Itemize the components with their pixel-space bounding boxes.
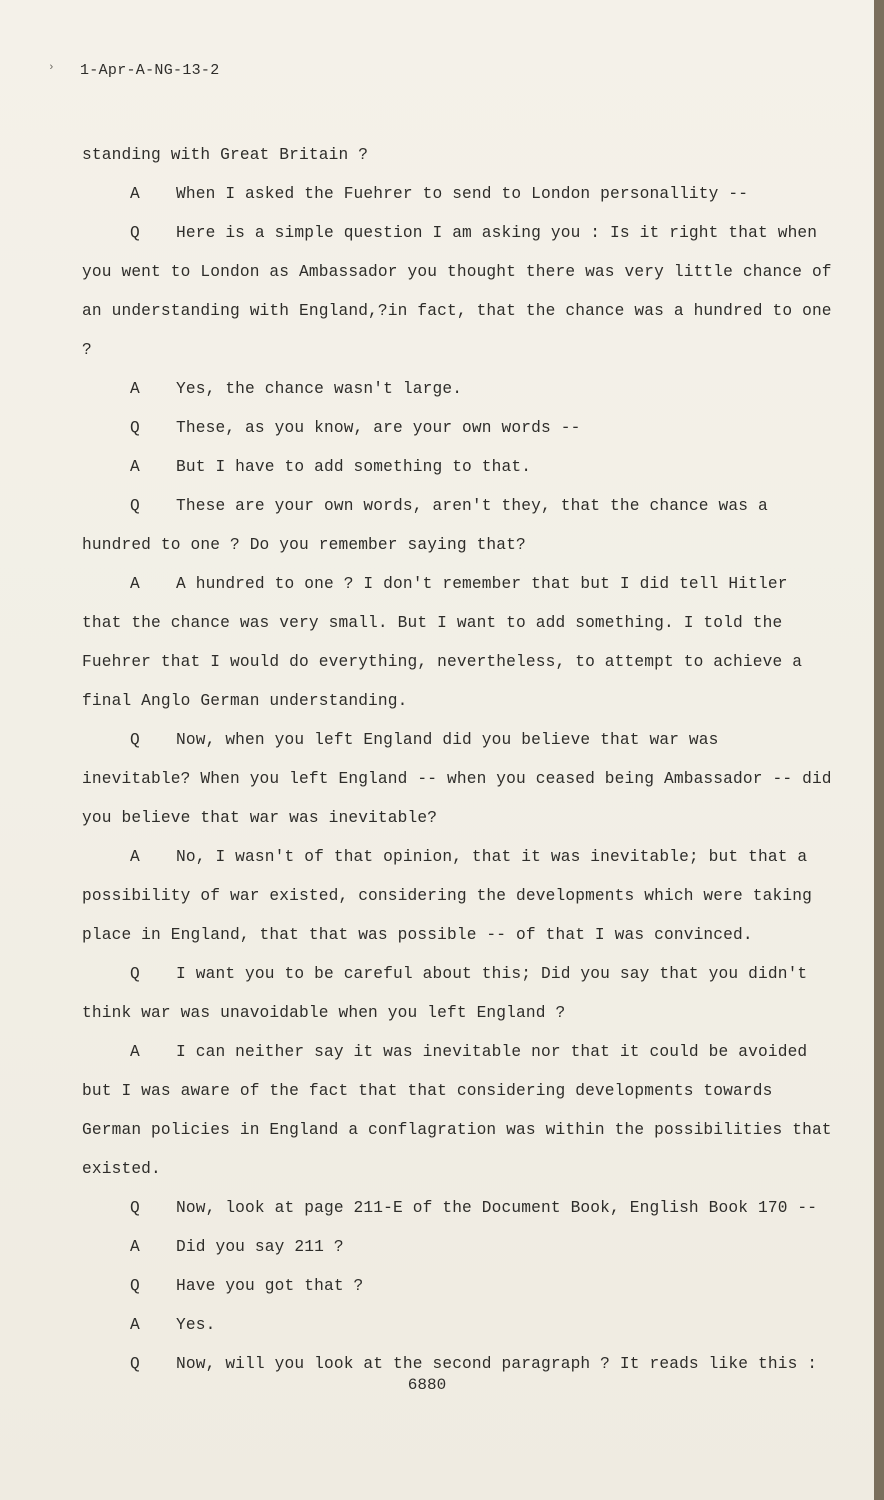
speaker-label: Q [130,224,140,242]
transcript-paragraph: A Did you say 211 ? [82,1228,832,1267]
page-edge [874,0,884,1500]
speaker-label: Q [130,1355,140,1373]
transcript-paragraph: A I can neither say it was inevitable nor that it could be avoided but I was aware of the fact that that considering developments towards German policies in England a conflagration was within the possibilities that existed. [82,1033,832,1189]
transcript-paragraph: Q Have you got that ? [82,1267,832,1306]
transcript-paragraph: A When I asked the Fuehrer to send to London personallity -- [82,175,832,214]
speaker-label: Q [130,497,140,515]
speaker-label: Q [130,419,140,437]
transcript-paragraph: Q Now, look at page 211-E of the Document Book, English Book 170 -- [82,1189,832,1228]
speaker-label: Q [130,731,140,749]
speaker-label: A [130,185,140,203]
page-number: 6880 [407,1376,447,1394]
margin-mark: › [48,62,55,74]
speaker-label: Q [130,1199,140,1217]
transcript-paragraph: Q Now, when you left England did you believe that war was inevitable? When you left England -- when you ceased being Ambassador -- did you believe that war was inevitable? [82,721,832,838]
speaker-label: A [130,1043,140,1061]
transcript-paragraph: standing with Great Britain ? [82,146,369,164]
speaker-label: A [130,848,140,866]
transcript-paragraph: A Yes. [82,1306,832,1345]
transcript-paragraph: Q Now, will you look at the second paragraph ? It reads like this : [82,1345,832,1384]
speaker-label: Q [130,1277,140,1295]
transcript-paragraph: A A hundred to one ? I don't remember that but I did tell Hitler that the chance was very small. But I want to add something. I told the Fuehrer that I would do everything, nevertheless, to attempt to achieve a final Anglo German understanding. [82,565,832,721]
document-reference: 1-Apr-A-NG-13-2 [80,62,220,79]
transcript-paragraph: Q These, as you know, are your own words -- [82,409,832,448]
transcript-paragraph: Q Here is a simple question I am asking you : Is it right that when you went to London as Ambassador you thought there was very little chance of an understanding with England,?in fact, that the chance was a hundred to one ? [82,214,832,370]
transcript-paragraph: Q I want you to be careful about this; Did you say that you didn't think war was unavoidable when you left England ? [82,955,832,1033]
speaker-label: A [130,458,140,476]
transcript-paragraph: A But I have to add something to that. [82,448,832,487]
speaker-label: A [130,1316,140,1334]
speaker-label: A [130,1238,140,1256]
speaker-label: Q [130,965,140,983]
transcript-body [82,136,832,1384]
speaker-label: A [130,575,140,593]
transcript-paragraph: A No, I wasn't of that opinion, that it was inevitable; but that a possibility of war existed, considering the developments which were taking place in England, that that was possible -- of that I was convinced. [82,838,832,955]
speaker-label: A [130,380,140,398]
transcript-paragraph: Q These are your own words, aren't they, that the chance was a hundred to one ? Do you remember saying that? [82,487,832,565]
transcript-paragraph: A Yes, the chance wasn't large. [82,370,832,409]
